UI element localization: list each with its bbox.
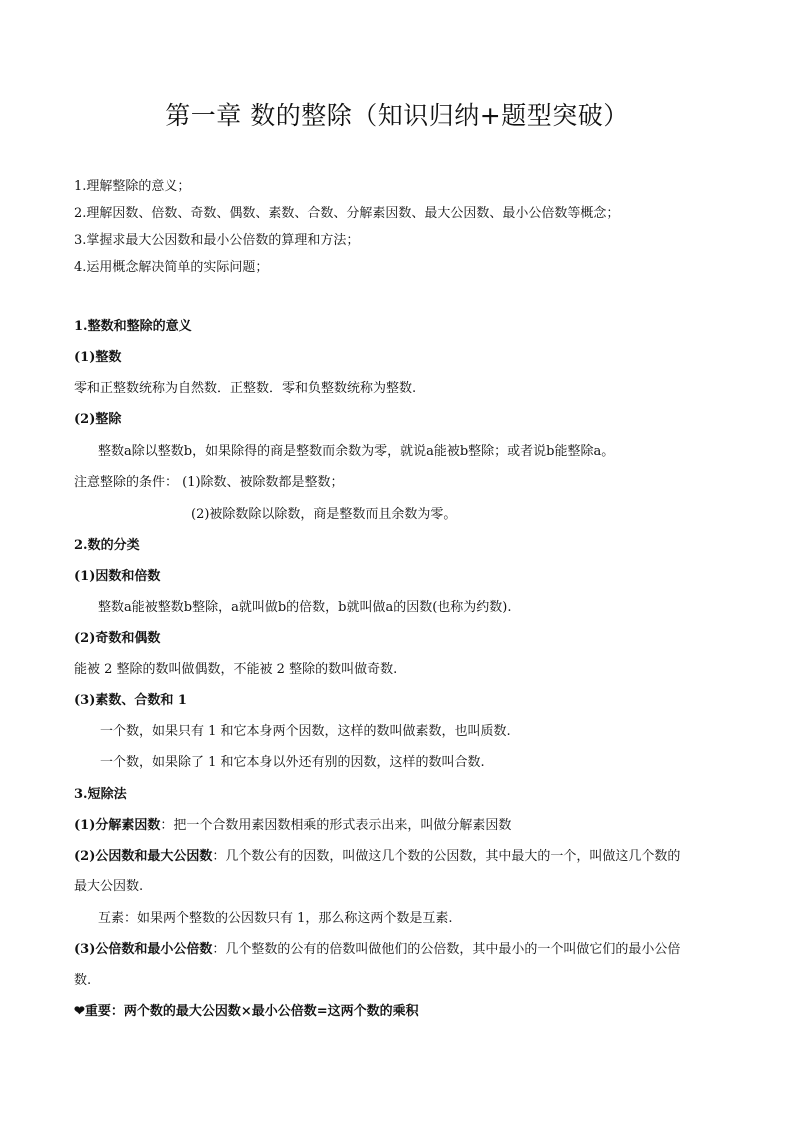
section-2-subheading-primes: (3)素数、合数和 1 [74,693,187,708]
section-2-odd-even-text: 能被 2 整除的数叫做偶数，不能被 2 整除的数叫做奇数. [74,662,398,677]
lcm-definition: ：几个整数的公有的倍数叫做他们的公倍数，其中最小的一个叫做它们的最小公倍 [212,942,681,957]
section-2-heading: 2.数的分类 [74,538,140,553]
section-3-prime-factorization [74,817,734,835]
gcd-definition: ：几个数公有的因数，叫做这几个数的公因数，其中最大的一个，叫做这几个数的 [212,849,681,864]
objective-2: 2.理解因数、倍数、奇数、偶数、素数、合数、分解素因数、最大公因数、最小公倍数等概念； [74,206,620,221]
section-1-note-line-2: (2)被除数除以除数，商是整数而且余数为零。 [191,507,457,522]
section-1-subheading-integers: (1)整数 [74,350,122,365]
lcm-term: (3)公倍数和最小公倍数 [74,942,213,957]
important-note: ❤重要：两个数的最大公因数×最小公倍数=这两个数的乘积 [74,1004,419,1019]
section-3-coprime-text: 互素：如果两个整数的公因数只有 1，那么称这两个数是互素. [98,911,453,926]
section-3-heading: 3.短除法 [74,787,127,802]
section-1-subheading-divisibility: (2)整除 [74,412,122,427]
objective-3: 3.掌握求最大公因数和最小公倍数的算理和方法； [74,233,360,248]
section-3-gcd-continued: 最大公因数. [74,879,144,894]
section-1-heading: 1.整数和整除的意义 [74,319,192,334]
prime-factorization-term: (1)分解素因数 [74,818,161,833]
section-1-divisibility-text: 整数a除以整数b，如果除得的商是整数而余数为零，就说a能被b整除；或者说b能整除a。 [98,444,615,459]
section-2-subheading-odd-even: (2)奇数和偶数 [74,631,161,646]
section-1-integers-text: 零和正整数统称为自然数．正整数．零和负整数统称为整数. [74,381,417,396]
section-2-prime-text: 一个数，如果只有 1 和它本身两个因数，这样的数叫做素数，也叫质数. [100,724,511,739]
section-3-lcm-continued: 数. [74,973,92,988]
section-1-note-line-1: 注意整除的条件： (1)除数、被除数都是整数； [74,475,344,490]
objective-1: 1.理解整除的意义； [74,179,191,194]
page-title: 第一章 数的整除（知识归纳+题型突破） [165,101,629,130]
section-2-factors-text: 整数a能被整数b整除，a就叫做b的倍数，b就叫做a的因数(也称为约数). [98,600,512,615]
prime-factorization-definition: ：把一个合数用素因数相乘的形式表示出来，叫做分解素因数 [160,818,512,833]
section-3-lcm [74,941,734,959]
section-3-gcd [74,848,734,866]
section-2-subheading-factors: (1)因数和倍数 [74,569,161,584]
gcd-term: (2)公因数和最大公因数 [74,849,213,864]
objective-4: 4.运用概念解决简单的实际问题； [74,260,269,275]
section-2-composite-text: 一个数，如果除了 1 和它本身以外还有别的因数，这样的数叫合数. [100,755,485,770]
